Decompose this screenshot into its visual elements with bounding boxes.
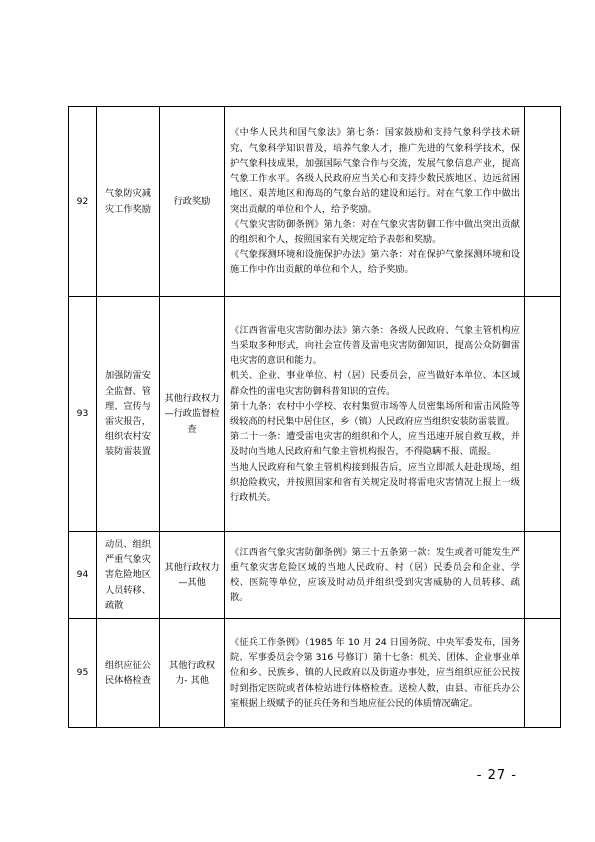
table-row [69,619,561,728]
row-number: 93 [69,297,97,532]
row-number: 92 [69,107,97,297]
basis-paragraph: 《江西省气象灾害防御条例》第三十五条第一款：发生或者可能发生严重气象灾害危险区域的当地人民政府、村（居）民委员会和企业、学校、医院等单位，应该及时动员并组织受到灾害威胁的人员转移、疏散。 [230,546,520,604]
basis-paragraph: 第十九条：农村中小学校、农村集贸市场等人员密集场所和雷击风险等级较高的村民集中居住区，乡（镇）人民政府应当组织安装防雷装置。 [230,400,520,427]
power-type: 行政奖励 [160,107,225,297]
page-number: - 27 - [476,768,517,783]
power-type: 其他行政权力- 其他 [160,619,225,728]
item-name: 动员、组织严重气象灾害危险地区人员转移、疏散 [97,532,160,619]
basis-paragraph: 当地人民政府和气象主管机构接到报告后，应当立即派人赶赴现场，组织抢险救灾，并按照国家和省有关规定及时将雷电灾害情况上报上一级行政机关。 [230,461,520,504]
row-number: 95 [69,619,97,728]
remark-cell [525,297,561,532]
basis-paragraph: 第二十一条：遭受雷电灾害的组织和个人，应当迅速开展自救互救，并及时向当地人民政府和气象主管机构报告，不得隐瞒不报、谎报。 [230,431,520,458]
basis-paragraph: 《气象灾害防御条例》第九条：对在气象灾害防御工作中做出突出贡献的组织和个人，按照国家有关规定给予表彰和奖励。 [230,218,520,245]
table-row [69,107,561,297]
row-number: 94 [69,532,97,619]
basis-paragraph: 机关、企业、事业单位、村（居）民委员会，应当做好本单位、本区域群众性的雷电灾害防御科普知识的宣传。 [230,370,520,397]
basis-paragraph: 《江西省雷电灾害防御办法》第六条：各级人民政府、气象主管机构应当采取多种形式，向社会宣传普及雷电灾害防御知识，提高公众防御雷电灾害的意识和能力。 [230,324,520,367]
remark-cell [525,532,561,619]
remark-cell [525,107,561,297]
regulation-table [68,106,561,728]
basis-paragraph: 《中华人民共和国气象法》第七条：国家鼓励和支持气象科学技术研究、气象科学知识普及，培养气象人才，推广先进的气象科学技术，保护气象科技成果，加强国际气象合作与交流，发展气象信息产业，提高气象工作水平。各级人民政府应当关心和支持少数民族地区、边远贫困地区、艰苦地区和海岛的气象台站的建设和运行。对在气象工作中做出突出贡献的单位和个人，给予奖励。 [230,127,520,215]
table-row [69,532,561,619]
legal-basis [225,107,525,297]
power-type: 其他行政权力—行政监督检查 [160,297,225,532]
item-name: 组织应征公民体格检查 [97,619,160,728]
item-name: 气象防灾减灾工作奖励 [97,107,160,297]
legal-basis [225,619,525,728]
table-row [69,297,561,532]
legal-basis [225,532,525,619]
item-name: 加强防雷安全监督、管理、宣传与雷灾报告，组织农村安装防雷装置 [97,297,160,532]
basis-paragraph: 《气象探测环境和设施保护办法》第六条：对在保护气象探测环境和设施工作中作出贡献的单位和个人，给予奖励。 [230,249,520,276]
legal-basis [225,297,525,532]
basis-paragraph: 《征兵工作条例》（1985 年 10 月 24 日国务院、中央军委发布，国务院、军事委员会令第 316 号修订）第十七条：机关、团体、企业事业单位和乡、民族乡、镇的人民政府以及街道办事处，应当组织应征公民按时到指定医院或者体检站进行体格检查。送检人数，由县、市征兵办公室根据上级赋予的征兵任务和当地应征公民的体质情况确定。 [230,636,520,709]
remark-cell [525,619,561,728]
power-type: 其他行政权力—其他 [160,532,225,619]
